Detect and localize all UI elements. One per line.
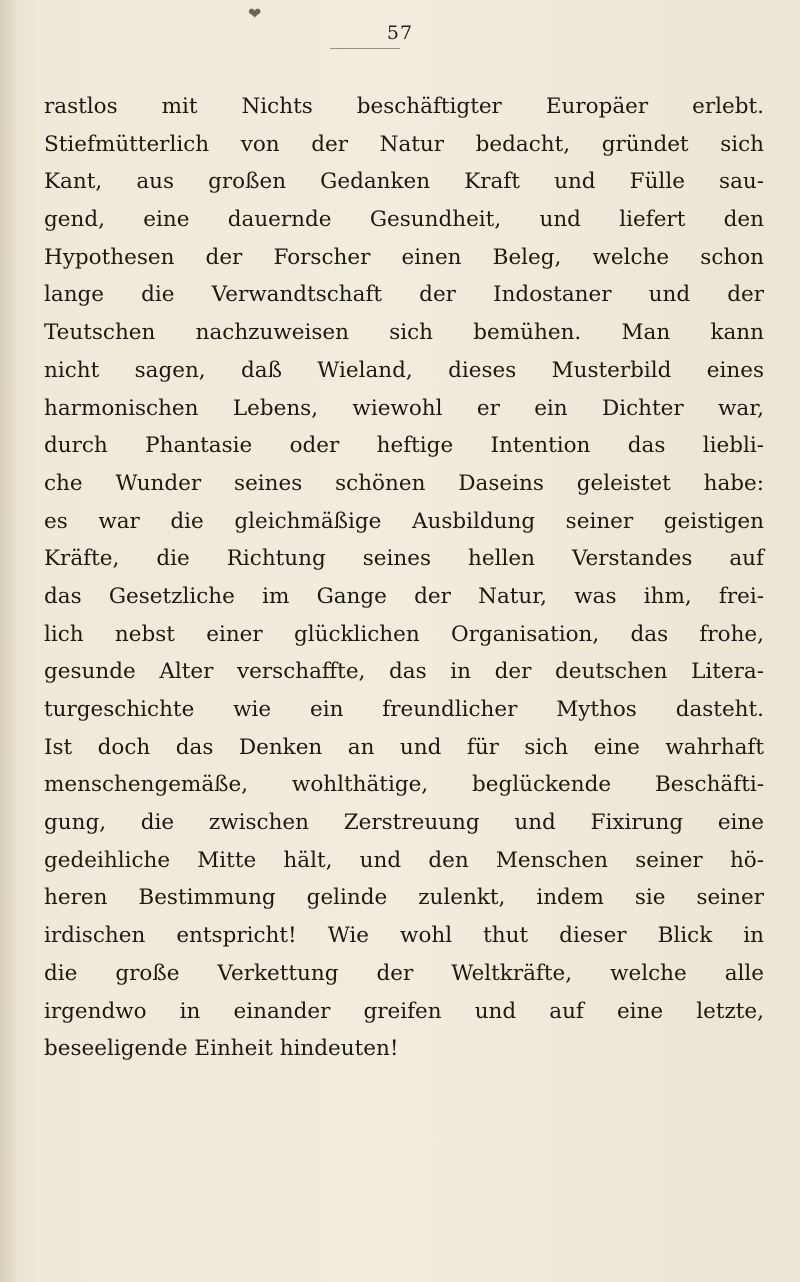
- text-line: lange die Verwandtschaft der Indostaner und der: [44, 282, 764, 308]
- text-line: harmonischen Lebens, wiewohl er ein Dichter war,: [44, 395, 764, 421]
- text-line: Teutschen nachzuweisen sich bemühen. Man kann: [44, 320, 764, 346]
- text-line: gung, die zwischen Zerstreuung und Fixirung eine: [44, 810, 764, 836]
- text-line: irdischen entspricht! Wie wohl thut dieser Blick in: [44, 923, 764, 949]
- text-line: irgendwo in einander greifen und auf eine letzte,: [44, 998, 764, 1024]
- page-number: 57: [386, 22, 414, 44]
- text-line: che Wunder seines schönen Daseins geleistet habe:: [44, 470, 764, 496]
- text-line: menschengemäße, wohlthätige, beglückende Beschäfti-: [44, 772, 764, 798]
- text-line: das Gesetzliche im Gange der Natur, was ihm, frei-: [44, 583, 764, 609]
- text-line: durch Phantasie oder heftige Intention das liebli-: [44, 433, 764, 459]
- text-line: gedeihliche Mitte hält, und den Menschen seiner hö-: [44, 847, 764, 873]
- text-line: Stiefmütterlich von der Natur bedacht, gründet sich: [44, 131, 764, 157]
- text-line: es war die gleichmäßige Ausbildung seiner geistigen: [44, 508, 764, 534]
- text-line: turgeschichte wie ein freundlicher Mythos dasteht.: [44, 697, 764, 722]
- text-line: nicht sagen, daß Wieland, dieses Musterbild eines: [44, 357, 764, 383]
- text-line: Hypothesen der Forscher einen Beleg, welche schon: [44, 244, 764, 270]
- text-line: Kräfte, die Richtung seines hellen Verstandes auf: [44, 546, 764, 572]
- margin-mark: ❤: [248, 4, 262, 23]
- page-number-rule: [330, 48, 400, 49]
- text-line: beseeligende Einheit hindeuten!: [44, 1036, 399, 1062]
- text-line: gesunde Alter verschaffte, das in der deutschen Litera-: [44, 659, 764, 685]
- text-line: Ist doch das Denken an und für sich eine wahrhaft: [44, 734, 764, 760]
- text-line: lich nebst einer glücklichen Organisation, das frohe,: [44, 621, 764, 647]
- text-line: die große Verkettung der Weltkräfte, welche alle: [44, 960, 764, 986]
- text-line: Kant, aus großen Gedanken Kraft und Fülle sau-: [44, 169, 764, 195]
- text-line: rastlos mit Nichts beschäftigter Europäer erlebt.: [44, 94, 764, 119]
- binding-edge: [0, 0, 18, 1282]
- text-line: gend, eine dauernde Gesundheit, und liefert den: [44, 207, 764, 233]
- body-text: [44, 88, 764, 1068]
- text-line: heren Bestimmung gelinde zulenkt, indem sie seiner: [44, 885, 764, 911]
